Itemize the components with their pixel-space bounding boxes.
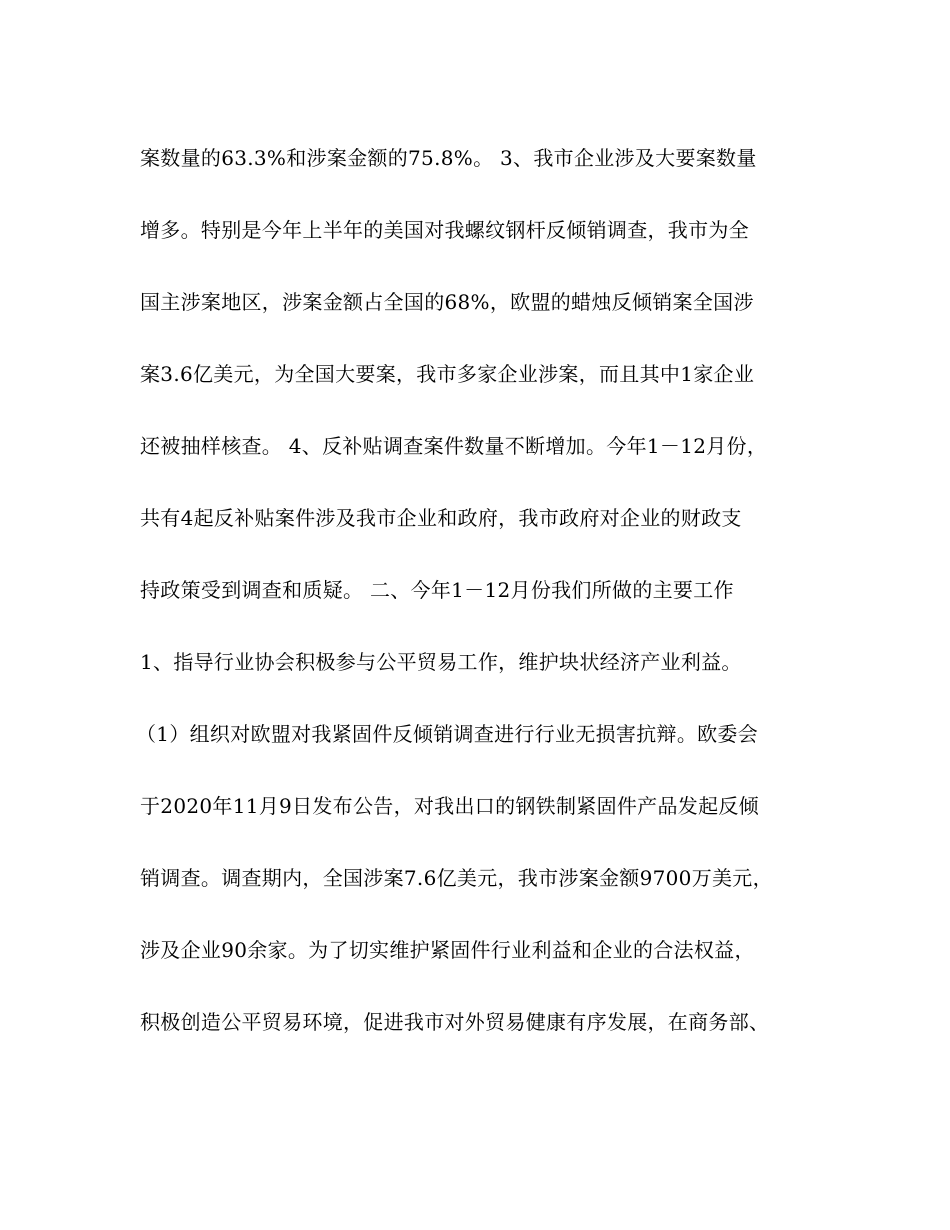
body-text-line-6: 共有4起反补贴案件涉及我市企业和政府，我市政府对企业的财政支 bbox=[140, 506, 742, 530]
body-text-line-5: 还被抽样核查。 4、反补贴调查案件数量不断增加。今年1－12月份， bbox=[140, 434, 768, 458]
body-text-line-3: 国主涉案地区，涉案金额占全国的68%，欧盟的蜡烛反倾销案全国涉 bbox=[140, 290, 754, 314]
body-text-line-7: 持政策受到调查和质疑。 二、今年1－12月份我们所做的主要工作 bbox=[140, 578, 734, 602]
body-text-line-9: （1）组织对欧盟对我紧固件反倾销调查进行行业无损害抗辩。欧委会 bbox=[136, 722, 759, 746]
body-text-line-10: 于2020年11月9日发布公告，对我出口的钢铁制紧固件产品发起反倾 bbox=[140, 794, 759, 818]
body-text-line-1: 案数量的63.3%和涉案金额的75.8%。 3、我市企业涉及大要案数量 bbox=[140, 146, 757, 170]
body-text-line-11: 销调查。调查期内，全国涉案7.6亿美元，我市涉案金额9700万美元， bbox=[140, 866, 773, 890]
body-text-line-8: 1、指导行业协会积极参与公平贸易工作，维护块状经济产业利益。 bbox=[140, 650, 742, 674]
body-text-line-13: 积极创造公平贸易环境，促进我市对外贸易健康有序发展，在商务部、 bbox=[140, 1010, 770, 1034]
body-text-line-2: 增多。特别是今年上半年的美国对我螺纹钢杆反倾销调查，我市为全 bbox=[140, 218, 749, 242]
body-text-line-12: 涉及企业90余家。为了切实维护紧固件行业利益和企业的合法权益， bbox=[140, 938, 755, 962]
body-text-line-4: 案3.6亿美元，为全国大要案，我市多家企业涉案，而且其中1家企业 bbox=[140, 362, 755, 386]
